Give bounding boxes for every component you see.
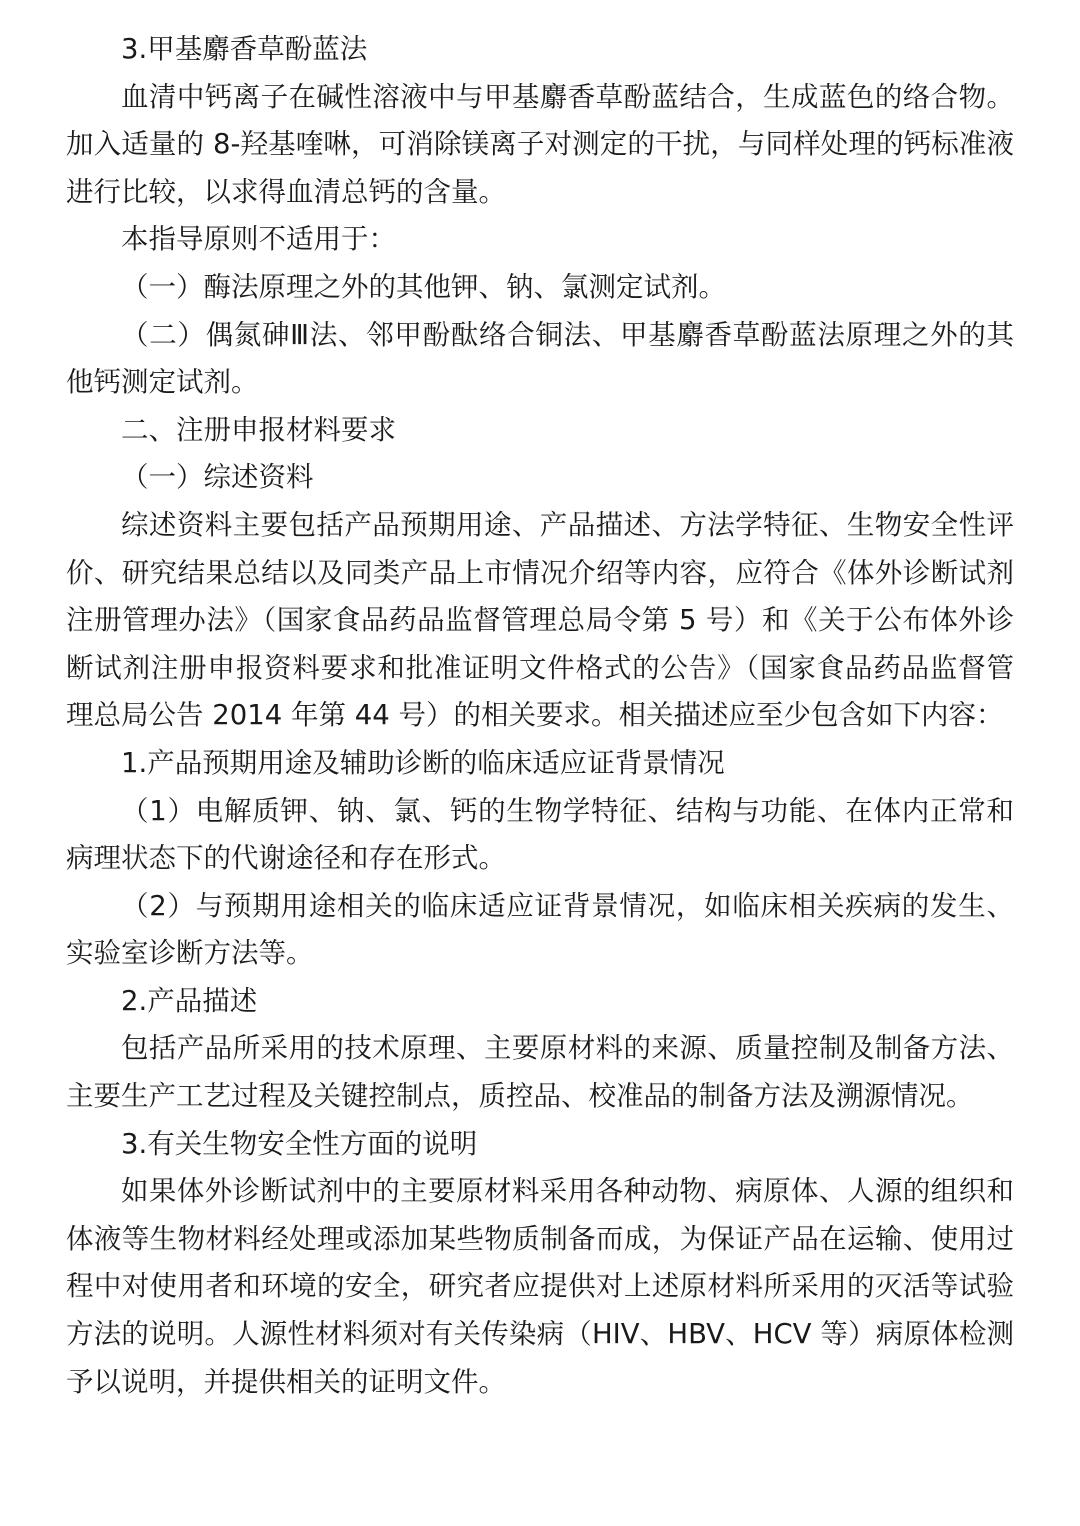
item-heading-intended-use: 1.产品预期用途及辅助诊断的临床适应证背景情况 — [121, 746, 725, 779]
paragraph-clinical-background: （2）与预期用途相关的临床适应证背景情况，如临床相关疾病的发生、实验室诊断方法等。 — [66, 889, 1014, 970]
paragraph-not-applicable-intro: 本指导原则不适用于： — [121, 223, 396, 256]
paragraph-biosafety: 如果体外诊断试剂中的主要原材料采用各种动物、病原体、人源的组织和体液等生物材料经处理或添加某些物质制备而成，为保证产品在运输、使用过程中对使用者和环境的安全，研究者应提供对上述原材料所采用的灭活等试验方法的说明。人源性材料须对有关传染病（HIV、HBV、HCV 等）病原体检测予以说明，并提供相关的证明文件。 — [66, 1175, 1014, 1398]
paragraph-exclusion-1: （一）酶法原理之外的其他钾、钠、氯测定试剂。 — [121, 270, 726, 303]
paragraph-product-description: 包括产品所采用的技术原理、主要原材料的来源、质量控制及制备方法、主要生产工艺过程及关键控制点，质控品、校准品的制备方法及溯源情况。 — [66, 1032, 1014, 1113]
section-heading-registration-requirements: 二、注册申报材料要求 — [121, 413, 396, 446]
item-heading-biosafety: 3.有关生物安全性方面的说明 — [121, 1127, 478, 1160]
subsection-heading-summary: （一）综述资料 — [121, 461, 314, 494]
paragraph-electrolyte-characteristics: （1）电解质钾、钠、氯、钙的生物学特征、结构与功能、在体内正常和病理状态下的代谢途径和存在形式。 — [66, 794, 1014, 875]
paragraph-summary-content: 综述资料主要包括产品预期用途、产品描述、方法学特征、生物安全性评价、研究结果总结以及同类产品上市情况介绍等内容，应符合《体外诊断试剂注册管理办法》（国家食品药品监督管理总局令第 5 号）和《关于公布体外诊断试剂注册申报资料要求和批准证明文件格式的公告》（国家食品药品监督管理总局公告 2014 年第 44 号）的相关要求。相关描述应至少包含如下内容： — [66, 508, 1014, 732]
paragraph-methylthymol-blue-principle: 血清中钙离子在碱性溶液中与甲基麝香草酚蓝结合，生成蓝色的络合物。加入适量的 8-羟基喹啉，可消除镁离子对测定的干扰，与同样处理的钙标准液进行比较，以求得血清总钙的含量。 — [66, 80, 1014, 208]
paragraph-exclusion-2: （二）偶氮砷Ⅲ法、邻甲酚酞络合铜法、甲基麝香草酚蓝法原理之外的其他钙测定试剂。 — [66, 318, 1014, 399]
item-heading-product-description: 2.产品描述 — [121, 984, 258, 1017]
section-heading-methylthymol-blue: 3.甲基麝香草酚蓝法 — [121, 33, 368, 65]
